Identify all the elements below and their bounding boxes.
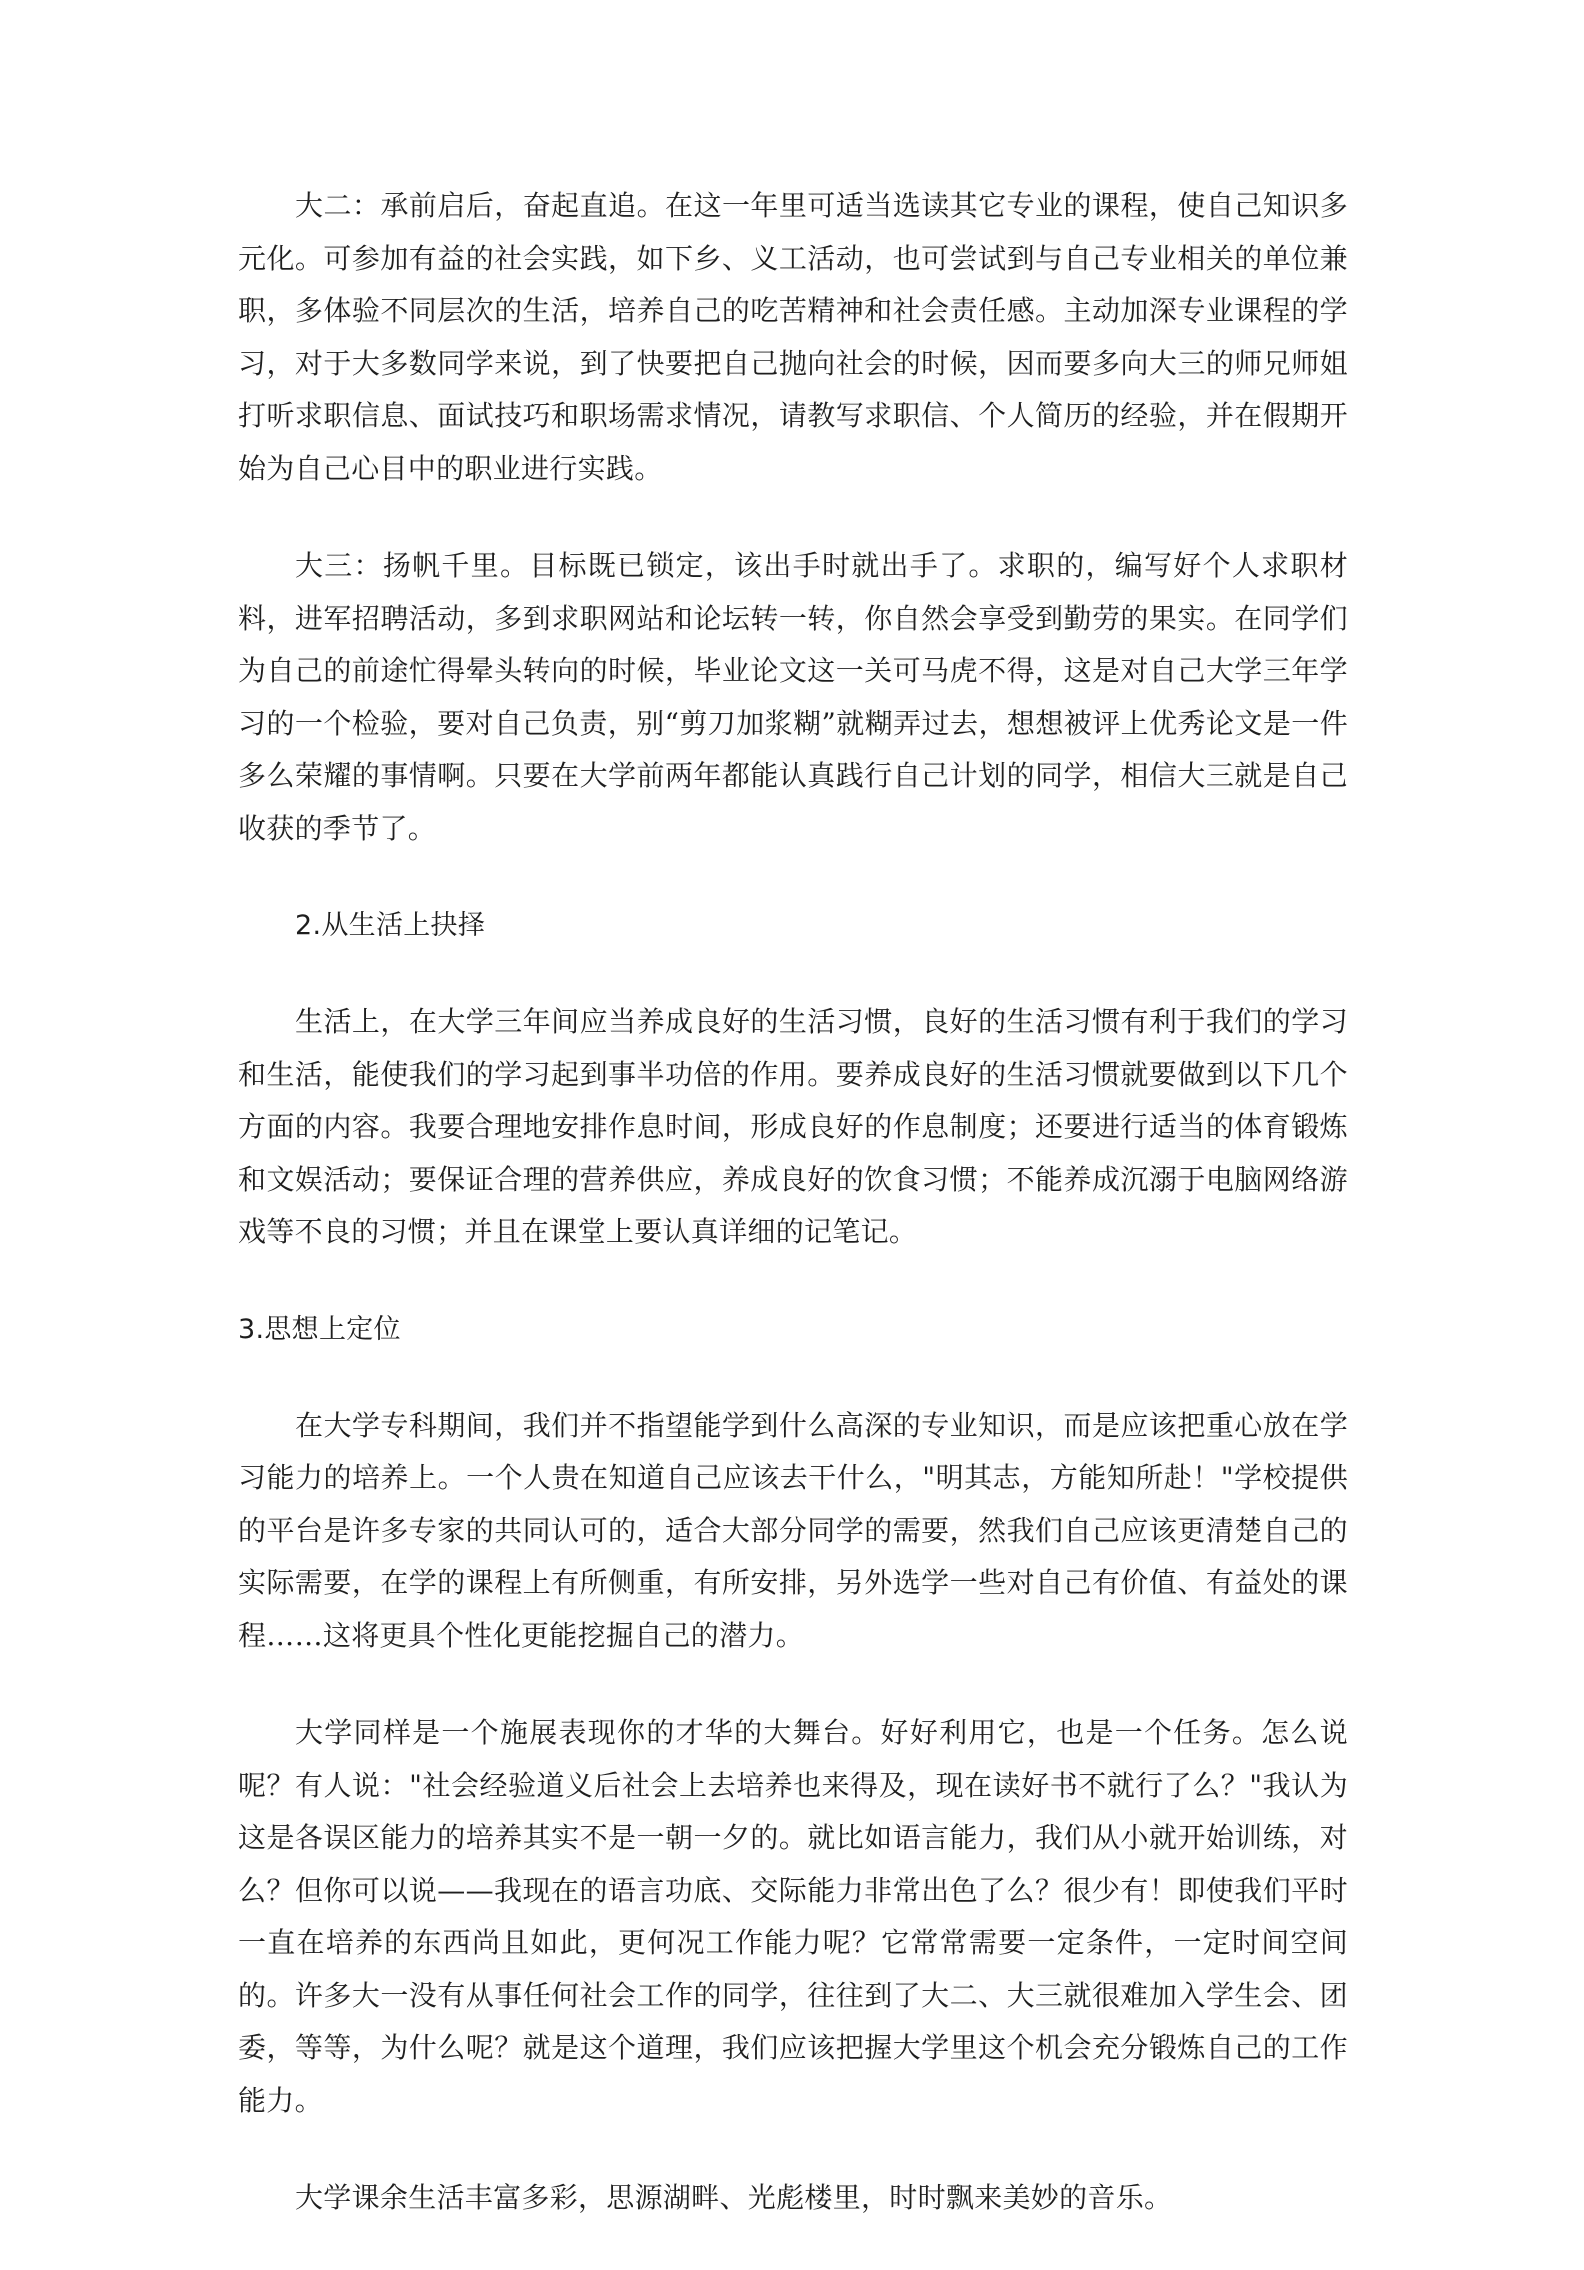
- paragraph-sophomore-year: 大二：承前启后，奋起直追。在这一年里可适当选读其它专业的课程，使自己知识多元化。可参加有益的社会实践，如下乡、义工活动，也可尝试到与自己专业相关的单位兼职，多体验不同层次的生活，培养自己的吃苦精神和社会责任感。主动加深专业课程的学习，对于大多数同学来说，到了快要把自己抛向社会的时候，因而要多向大三的师兄师姐打听求职信息、面试技巧和职场需求情况，请教写求职信、个人简历的经验，并在假期开始为自己心目中的职业进行实践。: [238, 189, 1348, 485]
- document-body: [238, 180, 1348, 2270]
- section-heading-life: 2.从生活上抉择: [295, 910, 486, 941]
- paragraph-stage-for-talent: 大学同样是一个施展表现你的才华的大舞台。好好利用它，也是一个任务。怎么说呢？有人说："社会经验道义后社会上去培养也来得及，现在读好书不就行了么？"我认为这是各误区能力的培养其实不是一朝一夕的。就比如语言能力，我们从小就开始训练，对么？但你可以说——我现在的语言功底、交际能力非常出色了么？很少有！即使我们平时一直在培养的东西尚且如此，更何况工作能力呢？它常常需要一定条件，一定时间空间的。许多大一没有从事任何社会工作的同学，往往到了大二、大三就很难加入学生会、团委，等等，为什么呢？就是这个道理，我们应该把握大学里这个机会充分锻炼自己的工作能力。: [238, 1716, 1348, 2117]
- section-heading-thought: 3.思想上定位: [238, 1313, 401, 1345]
- paragraph-extracurricular: 大学课余生活丰富多彩，思源湖畔、光彪楼里，时时飘来美妙的音乐。: [295, 2181, 1173, 2214]
- paragraph-junior-year: 大三：扬帆千里。目标既已锁定，该出手时就出手了。求职的，编写好个人求职材料，进军招聘活动，多到求职网站和论坛转一转，你自然会享受到勤劳的果实。在同学们为自己的前途忙得晕头转向的时候，毕业论文这一关可马虎不得，这是对自己大学三年学习的一个检验，要对自己负责，别“剪刀加浆糊”就糊弄过去，想想被评上优秀论文是一件多么荣耀的事情啊。只要在大学前两年都能认真践行自己计划的同学，相信大三就是自己收获的季节了。: [238, 549, 1348, 845]
- paragraph-learning-ability: 在大学专科期间，我们并不指望能学到什么高深的专业知识，而是应该把重心放在学习能力的培养上。一个人贵在知道自己应该去干什么，"明其志，方能知所赴！"学校提供的平台是许多专家的共同认可的，适合大部分同学的需要，然我们自己应该更清楚自己的实际需要，在学的课程上有所侧重，有所安排，另外选学一些对自己有价值、有益处的课程……这将更具个性化更能挖掘自己的潜力。: [238, 1408, 1348, 1652]
- paragraph-life-habits: 生活上，在大学三年间应当养成良好的生活习惯，良好的生活习惯有利于我们的学习和生活，能使我们的学习起到事半功倍的作用。要养成良好的生活习惯就要做到以下几个方面的内容。我要合理地安排作息时间，形成良好的作息制度；还要进行适当的体育锻炼和文娱活动；要保证合理的营养供应，养成良好的饮食习惯；不能养成沉溺于电脑网络游戏等不良的习惯；并且在课堂上要认真详细的记笔记。: [238, 1005, 1348, 1248]
